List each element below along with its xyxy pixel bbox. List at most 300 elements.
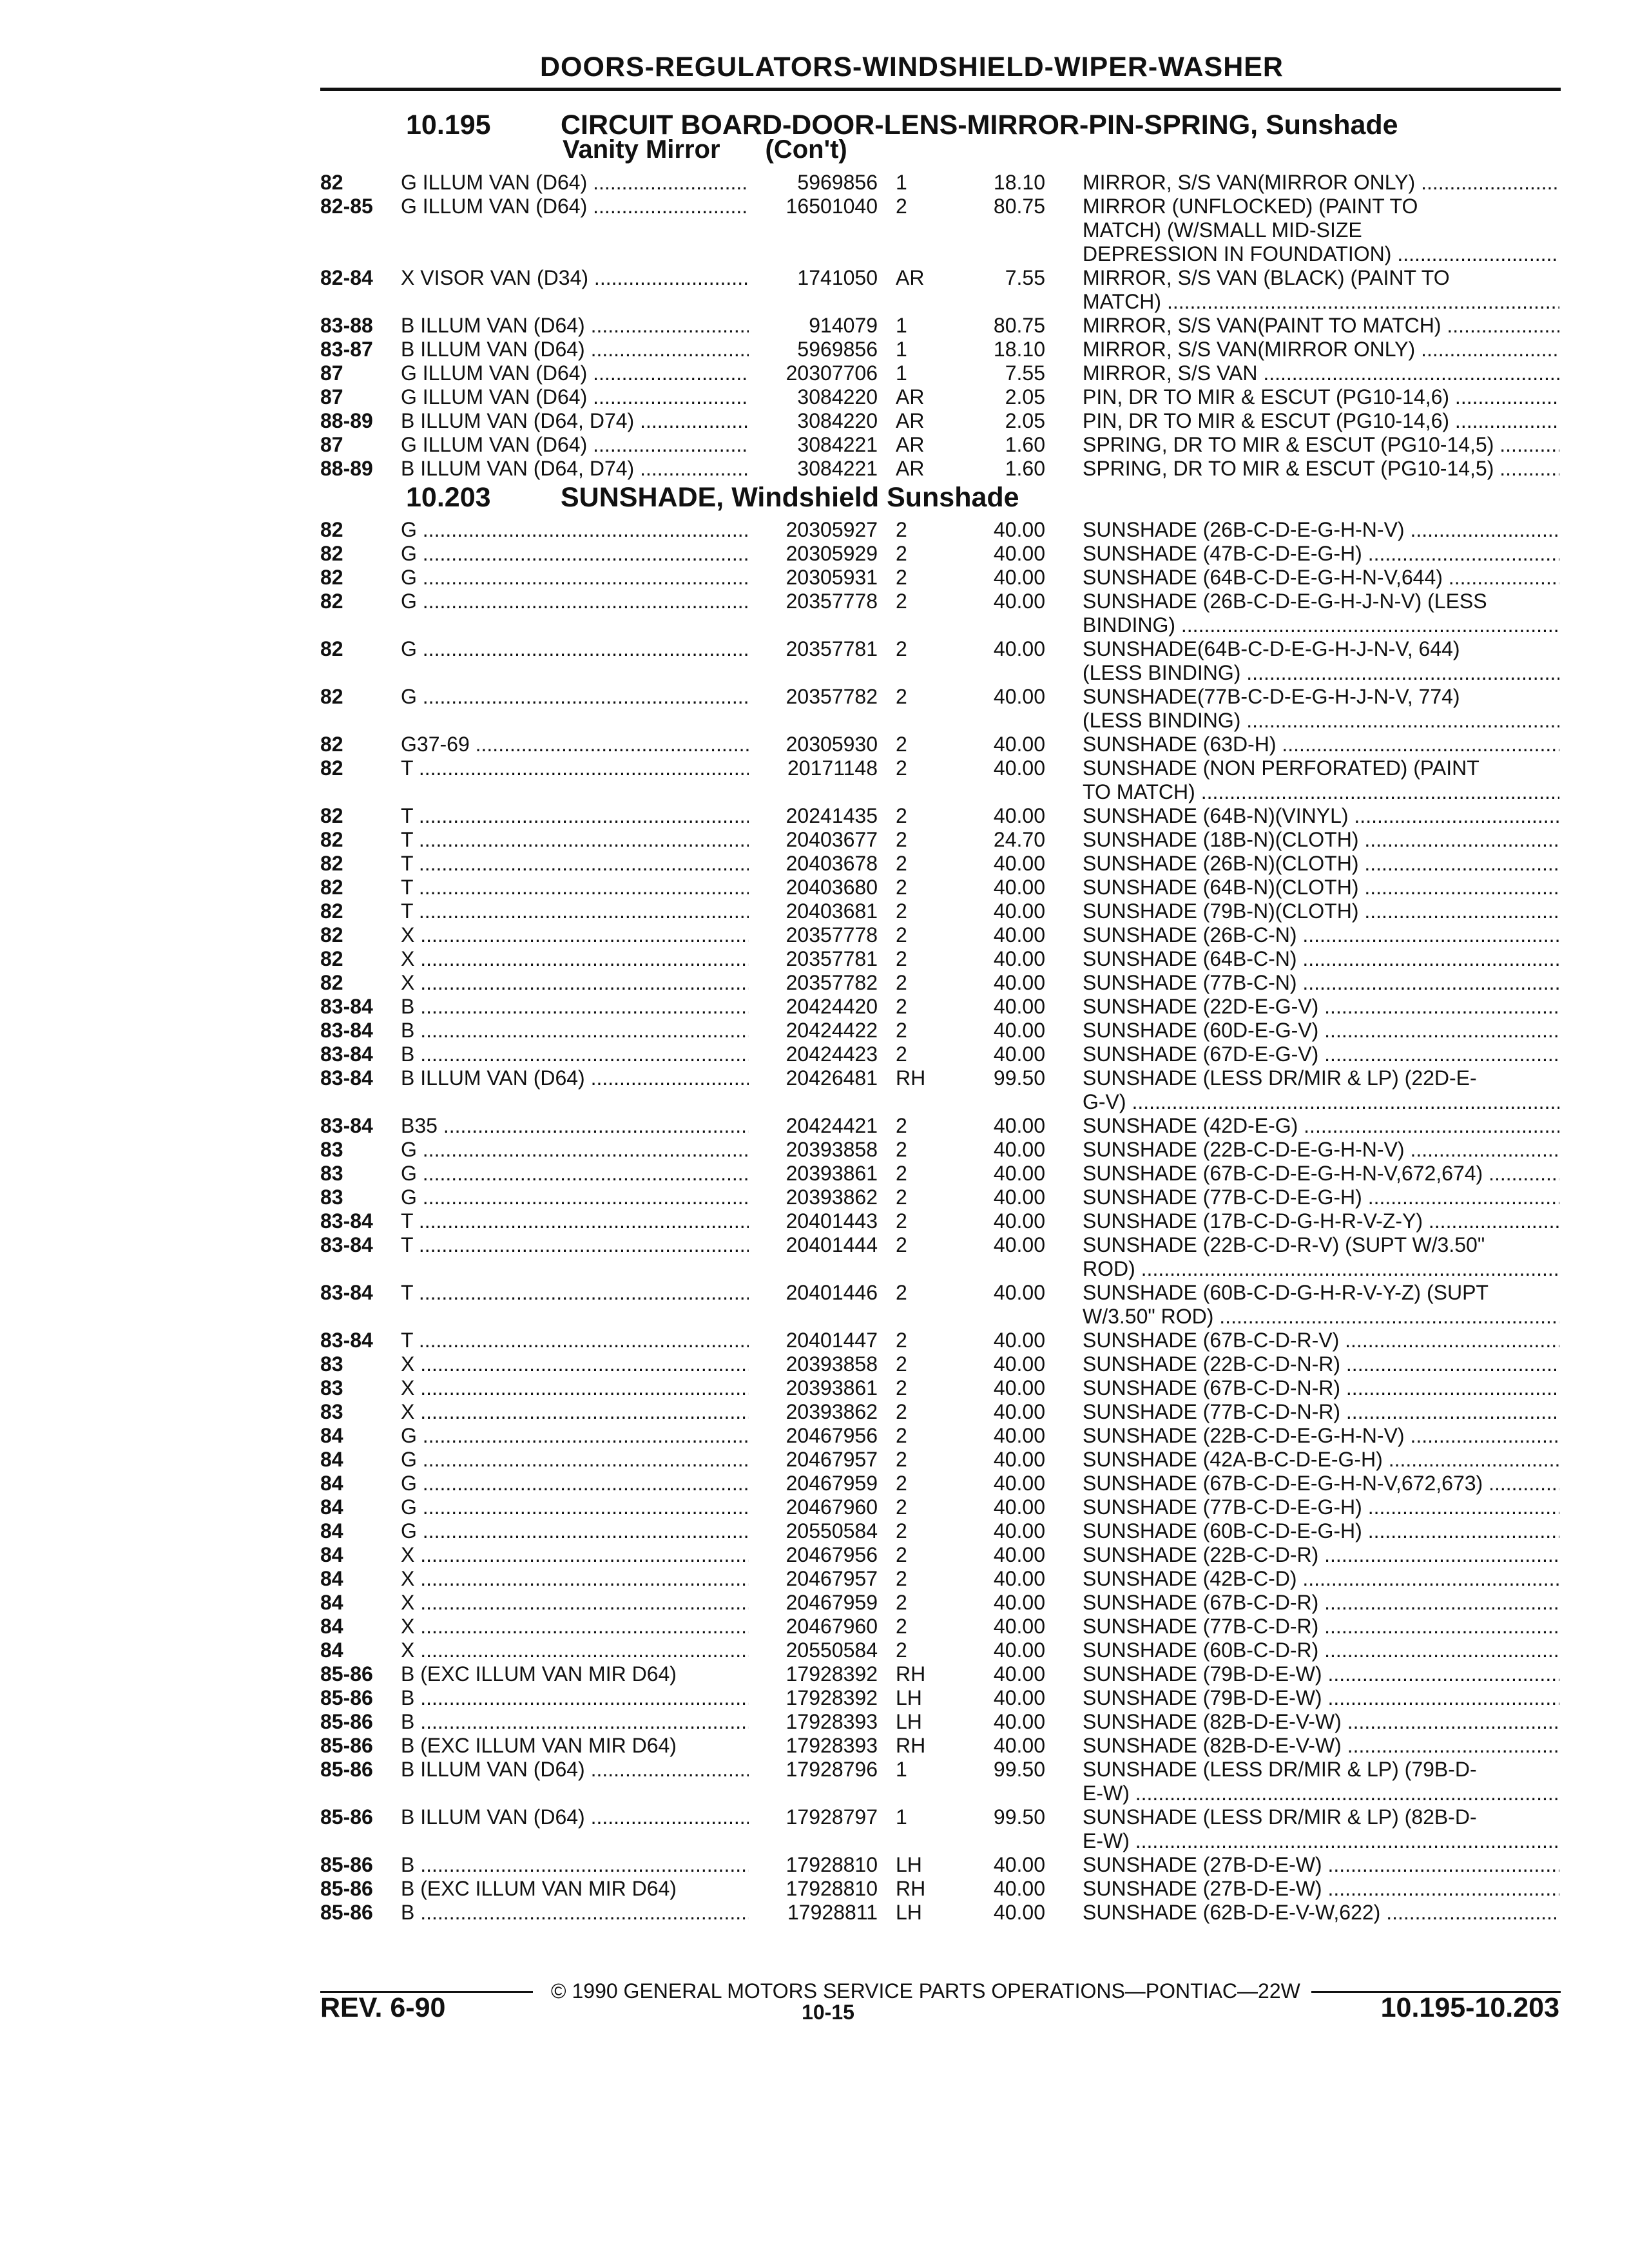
- quantity-cell: 2: [896, 756, 907, 780]
- description-cell: SUNSHADE (60B-C-D-G-H-R-V-Y-Z) (SUPT: [1083, 1281, 1489, 1304]
- model-cell: T .....: [401, 852, 749, 876]
- model-cell: X .....: [401, 1543, 749, 1567]
- year-cell: 83-84: [320, 1066, 373, 1090]
- model-cell: G .....: [401, 1186, 749, 1209]
- model-cell: G ILLUM VAN (D64) .....: [401, 171, 749, 195]
- part-number-cell: 20403680: [786, 876, 878, 899]
- part-number-cell: 17928392: [786, 1686, 878, 1709]
- quantity-cell: 2: [896, 1162, 907, 1185]
- year-cell: 83: [320, 1376, 343, 1399]
- section-title: CIRCUIT BOARD-DOOR-LENS-MIRROR-PIN-SPRING, Sunshade: [561, 110, 1398, 140]
- year-cell: 88-89: [320, 457, 373, 480]
- description-cell: SUNSHADE (26B-C-N) .....: [1083, 923, 1559, 947]
- price-cell: 40.00: [993, 756, 1045, 780]
- part-number-cell: 20307706: [786, 361, 878, 385]
- description-cell: SUNSHADE (42B-C-D) .....: [1083, 1567, 1559, 1591]
- description-cell: SUNSHADE (LESS DR/MIR & LP) (82B-D-: [1083, 1805, 1477, 1829]
- quantity-cell: LH: [896, 1686, 922, 1709]
- year-cell: 83-84: [320, 1019, 373, 1042]
- price-cell: 40.00: [993, 899, 1045, 923]
- description-cell: MIRROR, S/S VAN .....: [1083, 361, 1559, 385]
- part-number-cell: 16501040: [786, 195, 878, 218]
- quantity-cell: 2: [896, 1352, 907, 1376]
- model-cell: T .....: [401, 1329, 749, 1352]
- quantity-cell: 2: [896, 1615, 907, 1638]
- description-cell: SUNSHADE (42A-B-C-D-E-G-H) .....: [1083, 1448, 1559, 1472]
- model-cell: G .....: [401, 1424, 749, 1448]
- year-cell: 82: [320, 923, 343, 947]
- model-cell: T .....: [401, 1209, 749, 1233]
- description-cell: SUNSHADE (42D-E-G) .....: [1083, 1114, 1559, 1138]
- quantity-cell: 2: [896, 1114, 907, 1137]
- model-cell: T .....: [401, 828, 749, 852]
- section-heading-10-195: [406, 110, 1398, 141]
- model-cell: B ILLUM VAN (D64, D74) .....: [401, 457, 749, 481]
- model-cell: G ILLUM VAN (D64) .....: [401, 385, 749, 409]
- model-cell: B ILLUM VAN (D64) .....: [401, 1758, 749, 1782]
- model-cell: B .....: [401, 1686, 749, 1710]
- quantity-cell: 1: [896, 361, 907, 385]
- description-cell: SUNSHADE (62B-D-E-V-W,622) .....: [1083, 1901, 1559, 1925]
- description-cell: (LESS BINDING) .....: [1083, 661, 1559, 685]
- part-number-cell: 20357781: [786, 947, 878, 970]
- description-cell: SUNSHADE (77B-C-D-R) .....: [1083, 1615, 1559, 1639]
- quantity-cell: 2: [896, 1543, 907, 1566]
- year-cell: 82: [320, 733, 343, 756]
- description-cell: ROD) .....: [1083, 1257, 1559, 1281]
- part-number-cell: 20467956: [786, 1543, 878, 1566]
- quantity-cell: 2: [896, 1472, 907, 1495]
- quantity-cell: 2: [896, 566, 907, 589]
- year-cell: 87: [320, 361, 343, 385]
- description-cell: SUNSHADE (64B-C-D-E-G-H-N-V,644) .....: [1083, 566, 1559, 590]
- description-cell: SUNSHADE (64B-N)(VINYL) .....: [1083, 804, 1559, 828]
- part-number-cell: 20403677: [786, 828, 878, 851]
- price-cell: 40.00: [993, 1543, 1045, 1566]
- year-cell: 84: [320, 1495, 343, 1519]
- quantity-cell: 2: [896, 733, 907, 756]
- section-subtitle: Vanity Mirror: [563, 135, 720, 164]
- quantity-cell: 2: [896, 1639, 907, 1662]
- part-number-cell: 20401447: [786, 1329, 878, 1352]
- price-cell: 40.00: [993, 1019, 1045, 1042]
- part-number-cell: 20393862: [786, 1186, 878, 1209]
- page-title: DOORS-REGULATORS-WINDSHIELD-WIPER-WASHER: [540, 52, 1284, 82]
- year-cell: 82: [320, 590, 343, 613]
- year-cell: 82: [320, 542, 343, 565]
- title-rule: [320, 88, 1561, 91]
- price-cell: 40.00: [993, 1901, 1045, 1924]
- price-cell: 40.00: [993, 1877, 1045, 1900]
- description-cell: E-W) .....: [1083, 1829, 1559, 1853]
- year-cell: 85-86: [320, 1662, 373, 1686]
- quantity-cell: LH: [896, 1710, 922, 1733]
- year-cell: 82: [320, 828, 343, 851]
- year-cell: 83-84: [320, 1043, 373, 1066]
- quantity-cell: 2: [896, 195, 907, 218]
- year-cell: 82: [320, 971, 343, 994]
- part-number-cell: 914079: [809, 314, 878, 337]
- description-cell: SPRING, DR TO MIR & ESCUT (PG10-14,5) .....: [1083, 457, 1559, 481]
- price-cell: 40.00: [993, 1472, 1045, 1495]
- description-cell: TO MATCH) .....: [1083, 780, 1559, 804]
- model-cell: X .....: [401, 1615, 749, 1639]
- part-number-cell: 20357778: [786, 590, 878, 613]
- price-cell: 40.00: [993, 1448, 1045, 1471]
- year-cell: 85-86: [320, 1805, 373, 1829]
- part-number-cell: 20467959: [786, 1591, 878, 1614]
- quantity-cell: RH: [896, 1066, 926, 1090]
- year-cell: 85-86: [320, 1758, 373, 1781]
- description-cell: SUNSHADE (60B-C-D-E-G-H) .....: [1083, 1519, 1559, 1543]
- price-cell: 2.05: [1005, 385, 1045, 408]
- year-cell: 87: [320, 385, 343, 408]
- description-cell: SUNSHADE (26B-C-D-E-G-H-N-V) .....: [1083, 518, 1559, 542]
- price-cell: 40.00: [993, 1043, 1045, 1066]
- year-cell: 82: [320, 899, 343, 923]
- description-cell: SUNSHADE (26B-N)(CLOTH) .....: [1083, 852, 1559, 876]
- year-cell: 84: [320, 1424, 343, 1447]
- year-cell: 85-86: [320, 1877, 373, 1900]
- model-cell: G .....: [401, 1138, 749, 1162]
- description-cell: SUNSHADE (60D-E-G-V) .....: [1083, 1019, 1559, 1043]
- description-cell: SUNSHADE (63D-H) .....: [1083, 733, 1559, 756]
- year-cell: 82: [320, 637, 343, 660]
- year-cell: 82: [320, 804, 343, 827]
- footer-revision: REV. 6-90: [320, 1992, 446, 2023]
- model-cell: G ILLUM VAN (D64) .....: [401, 361, 749, 385]
- quantity-cell: 2: [896, 1281, 907, 1304]
- year-cell: 82: [320, 876, 343, 899]
- description-cell: SUNSHADE (82B-D-E-V-W) .....: [1083, 1734, 1559, 1758]
- quantity-cell: AR: [896, 409, 925, 432]
- section-number: 10.203: [406, 482, 491, 513]
- quantity-cell: RH: [896, 1877, 926, 1900]
- description-cell: SUNSHADE (67B-C-D-E-G-H-N-V,672,674) .....: [1083, 1162, 1559, 1186]
- model-cell: B .....: [401, 1710, 749, 1734]
- price-cell: 40.00: [993, 1734, 1045, 1757]
- price-cell: 1.60: [1005, 433, 1045, 456]
- quantity-cell: 2: [896, 1567, 907, 1590]
- model-cell: X .....: [401, 1567, 749, 1591]
- section-title: SUNSHADE, Windshield Sunshade: [561, 482, 1019, 513]
- year-cell: 84: [320, 1591, 343, 1614]
- description-cell: G-V) .....: [1083, 1090, 1559, 1114]
- description-cell: MIRROR (UNFLOCKED) (PAINT TO: [1083, 195, 1418, 218]
- model-cell: B .....: [401, 1019, 749, 1043]
- description-cell: SUNSHADE (67B-C-D-N-R) .....: [1083, 1376, 1559, 1400]
- part-number-cell: 3084220: [797, 385, 878, 408]
- year-cell: 82: [320, 947, 343, 970]
- quantity-cell: LH: [896, 1853, 922, 1876]
- description-cell: SUNSHADE (22B-C-D-R-V) (SUPT W/3.50": [1083, 1233, 1485, 1256]
- quantity-cell: 2: [896, 518, 907, 541]
- quantity-cell: 2: [896, 1019, 907, 1042]
- price-cell: 18.10: [993, 171, 1045, 194]
- price-cell: 24.70: [993, 828, 1045, 851]
- quantity-cell: 2: [896, 685, 907, 708]
- part-number-cell: 20393858: [786, 1138, 878, 1161]
- quantity-cell: AR: [896, 433, 925, 456]
- description-cell: SUNSHADE (47B-C-D-E-G-H) .....: [1083, 542, 1559, 566]
- description-cell: MIRROR, S/S VAN(PAINT TO MATCH) .....: [1083, 314, 1559, 338]
- price-cell: 18.10: [993, 338, 1045, 361]
- part-number-cell: 20401444: [786, 1233, 878, 1256]
- model-cell: B ILLUM VAN (D64) .....: [401, 314, 749, 338]
- year-cell: 82: [320, 518, 343, 541]
- price-cell: 40.00: [993, 733, 1045, 756]
- quantity-cell: 2: [896, 1043, 907, 1066]
- year-cell: 83-84: [320, 995, 373, 1018]
- part-number-cell: 20401446: [786, 1281, 878, 1304]
- model-cell: B .....: [401, 1901, 749, 1925]
- quantity-cell: 2: [896, 995, 907, 1018]
- part-number-cell: 5969856: [797, 171, 878, 194]
- description-cell: SUNSHADE (79B-D-E-W) .....: [1083, 1662, 1559, 1686]
- description-cell: SUNSHADE (67B-C-D-R) .....: [1083, 1591, 1559, 1615]
- price-cell: 40.00: [993, 637, 1045, 660]
- quantity-cell: 2: [896, 1376, 907, 1399]
- part-number-cell: 20305929: [786, 542, 878, 565]
- description-cell: SUNSHADE (67D-E-G-V) .....: [1083, 1043, 1559, 1066]
- price-cell: 40.00: [993, 1400, 1045, 1423]
- part-number-cell: 17928393: [786, 1734, 878, 1757]
- part-number-cell: 20424421: [786, 1114, 878, 1137]
- price-cell: 40.00: [993, 947, 1045, 970]
- part-number-cell: 20357781: [786, 637, 878, 660]
- model-cell: G .....: [401, 542, 749, 566]
- part-number-cell: 17928393: [786, 1710, 878, 1733]
- quantity-cell: 2: [896, 1448, 907, 1471]
- price-cell: 40.00: [993, 1662, 1045, 1686]
- quantity-cell: 1: [896, 171, 907, 194]
- model-cell: T .....: [401, 876, 749, 899]
- description-cell: MATCH) (W/SMALL MID-SIZE: [1083, 218, 1362, 242]
- part-number-cell: 20305927: [786, 518, 878, 541]
- year-cell: 83: [320, 1138, 343, 1161]
- model-cell: B ILLUM VAN (D64) .....: [401, 1066, 749, 1090]
- part-number-cell: 20393858: [786, 1352, 878, 1376]
- model-cell: X .....: [401, 1352, 749, 1376]
- part-number-cell: 3084221: [797, 457, 878, 480]
- price-cell: 40.00: [993, 852, 1045, 875]
- description-cell: MIRROR, S/S VAN(MIRROR ONLY) .....: [1083, 338, 1559, 361]
- quantity-cell: 2: [896, 1233, 907, 1256]
- part-number-cell: 17928797: [786, 1805, 878, 1829]
- price-cell: 40.00: [993, 542, 1045, 565]
- model-cell: X .....: [401, 923, 749, 947]
- description-cell: SUNSHADE (77B-C-D-E-G-H) .....: [1083, 1186, 1559, 1209]
- quantity-cell: 2: [896, 876, 907, 899]
- model-cell: G .....: [401, 1495, 749, 1519]
- price-cell: 7.55: [1005, 266, 1045, 289]
- price-cell: 40.00: [993, 1710, 1045, 1733]
- year-cell: 84: [320, 1448, 343, 1471]
- description-cell: MIRROR, S/S VAN (BLACK) (PAINT TO: [1083, 266, 1450, 289]
- description-cell: SUNSHADE (79B-N)(CLOTH) .....: [1083, 899, 1559, 923]
- description-cell: SUNSHADE (64B-C-N) .....: [1083, 947, 1559, 971]
- part-number-cell: 1741050: [797, 266, 878, 289]
- part-number-cell: 5969856: [797, 338, 878, 361]
- model-cell: B (EXC ILLUM VAN MIR D64): [401, 1734, 677, 1757]
- price-cell: 80.75: [993, 314, 1045, 337]
- year-cell: 83-84: [320, 1329, 373, 1352]
- price-cell: 40.00: [993, 1615, 1045, 1638]
- year-cell: 83-84: [320, 1281, 373, 1304]
- year-cell: 84: [320, 1567, 343, 1590]
- year-cell: 84: [320, 1639, 343, 1662]
- quantity-cell: 2: [896, 590, 907, 613]
- model-cell: G ILLUM VAN (D64) .....: [401, 195, 749, 218]
- price-cell: 40.00: [993, 804, 1045, 827]
- part-number-cell: 20467960: [786, 1615, 878, 1638]
- year-cell: 83: [320, 1352, 343, 1376]
- quantity-cell: 2: [896, 899, 907, 923]
- year-cell: 82: [320, 756, 343, 780]
- quantity-cell: AR: [896, 385, 925, 408]
- price-cell: 40.00: [993, 566, 1045, 589]
- part-number-cell: 3084221: [797, 433, 878, 456]
- quantity-cell: 2: [896, 637, 907, 660]
- price-cell: 40.00: [993, 1519, 1045, 1542]
- description-cell: (LESS BINDING) .....: [1083, 709, 1559, 733]
- year-cell: 85-86: [320, 1710, 373, 1733]
- part-number-cell: 20403678: [786, 852, 878, 875]
- quantity-cell: 2: [896, 542, 907, 565]
- model-cell: B ILLUM VAN (D64) .....: [401, 1805, 749, 1829]
- year-cell: 85-86: [320, 1853, 373, 1876]
- part-number-cell: 17928810: [786, 1853, 878, 1876]
- price-cell: 40.00: [993, 971, 1045, 994]
- year-cell: 82: [320, 852, 343, 875]
- price-cell: 40.00: [993, 1352, 1045, 1376]
- model-cell: B .....: [401, 995, 749, 1019]
- price-cell: 40.00: [993, 590, 1045, 613]
- model-cell: G ILLUM VAN (D64) .....: [401, 433, 749, 457]
- section-number: 10.195: [406, 110, 491, 140]
- price-cell: 99.50: [993, 1805, 1045, 1829]
- model-cell: B .....: [401, 1043, 749, 1066]
- model-cell: B35 .....: [401, 1114, 749, 1138]
- quantity-cell: 2: [896, 923, 907, 947]
- part-number-cell: 20171148: [787, 756, 878, 780]
- part-number-cell: 20426481: [786, 1066, 878, 1090]
- year-cell: 83-88: [320, 314, 373, 337]
- price-cell: 40.00: [993, 1639, 1045, 1662]
- model-cell: G37-69 .....: [401, 733, 749, 756]
- part-number-cell: 3084220: [797, 409, 878, 432]
- part-number-cell: 20393861: [786, 1376, 878, 1399]
- model-cell: X .....: [401, 1400, 749, 1424]
- model-cell: G .....: [401, 566, 749, 590]
- model-cell: X .....: [401, 1591, 749, 1615]
- description-cell: BINDING) .....: [1083, 613, 1559, 637]
- price-cell: 40.00: [993, 1162, 1045, 1185]
- price-cell: 40.00: [993, 1567, 1045, 1590]
- model-cell: G .....: [401, 518, 749, 542]
- description-cell: DEPRESSION IN FOUNDATION) .....: [1083, 242, 1559, 266]
- year-cell: 83-84: [320, 1114, 373, 1137]
- year-cell: 85-86: [320, 1901, 373, 1924]
- description-cell: SUNSHADE (22B-C-D-E-G-H-N-V) .....: [1083, 1138, 1559, 1162]
- quantity-cell: 1: [896, 314, 907, 337]
- part-number-cell: 20424423: [786, 1043, 878, 1066]
- year-cell: 84: [320, 1543, 343, 1566]
- year-cell: 83-84: [320, 1209, 373, 1233]
- model-cell: G .....: [401, 1472, 749, 1495]
- model-cell: B ILLUM VAN (D64, D74) .....: [401, 409, 749, 433]
- year-cell: 82: [320, 566, 343, 589]
- description-cell: PIN, DR TO MIR & ESCUT (PG10-14,6) .....: [1083, 409, 1559, 433]
- quantity-cell: 1: [896, 1805, 907, 1829]
- description-cell: SUNSHADE (27B-D-E-W) .....: [1083, 1853, 1559, 1877]
- model-cell: X .....: [401, 971, 749, 995]
- model-cell: T .....: [401, 1233, 749, 1257]
- description-cell: SPRING, DR TO MIR & ESCUT (PG10-14,5) .....: [1083, 433, 1559, 457]
- footer-section-range: 10.195-10.203: [1380, 1992, 1559, 2023]
- description-cell: PIN, DR TO MIR & ESCUT (PG10-14,6) .....: [1083, 385, 1559, 409]
- part-number-cell: 20424420: [786, 995, 878, 1018]
- part-number-cell: 20467956: [786, 1424, 878, 1447]
- model-cell: G .....: [401, 637, 749, 661]
- quantity-cell: 2: [896, 971, 907, 994]
- price-cell: 40.00: [993, 1853, 1045, 1876]
- part-number-cell: 20357778: [786, 923, 878, 947]
- part-number-cell: 20357782: [786, 971, 878, 994]
- quantity-cell: 2: [896, 1329, 907, 1352]
- model-cell: B (EXC ILLUM VAN MIR D64): [401, 1877, 677, 1900]
- price-cell: 40.00: [993, 1186, 1045, 1209]
- price-cell: 40.00: [993, 1591, 1045, 1614]
- description-cell: W/3.50" ROD) .....: [1083, 1305, 1559, 1329]
- description-cell: SUNSHADE (77B-C-D-N-R) .....: [1083, 1400, 1559, 1424]
- part-number-cell: 20393862: [786, 1400, 878, 1423]
- part-number-cell: 20357782: [786, 685, 878, 708]
- quantity-cell: AR: [896, 457, 925, 480]
- model-cell: B ILLUM VAN (D64) .....: [401, 338, 749, 361]
- description-cell: SUNSHADE (LESS DR/MIR & LP) (79B-D-: [1083, 1758, 1477, 1781]
- description-cell: SUNSHADE (64B-N)(CLOTH) .....: [1083, 876, 1559, 899]
- model-cell: G .....: [401, 1162, 749, 1186]
- part-number-cell: 20393861: [786, 1162, 878, 1185]
- quantity-cell: 2: [896, 1495, 907, 1519]
- year-cell: 83-84: [320, 1233, 373, 1256]
- quantity-cell: AR: [896, 266, 925, 289]
- description-cell: SUNSHADE(77B-C-D-E-G-H-J-N-V, 774): [1083, 685, 1460, 708]
- price-cell: 40.00: [993, 1424, 1045, 1447]
- year-cell: 85-86: [320, 1686, 373, 1709]
- price-cell: 40.00: [993, 923, 1045, 947]
- part-number-cell: 20467959: [786, 1472, 878, 1495]
- quantity-cell: 2: [896, 1591, 907, 1614]
- price-cell: 40.00: [993, 1329, 1045, 1352]
- part-number-cell: 20467960: [786, 1495, 878, 1519]
- footer-page-number: 10-15: [802, 2001, 854, 2024]
- year-cell: 84: [320, 1519, 343, 1542]
- quantity-cell: LH: [896, 1901, 922, 1924]
- quantity-cell: 2: [896, 947, 907, 970]
- quantity-cell: 2: [896, 1186, 907, 1209]
- part-number-cell: 17928796: [786, 1758, 878, 1781]
- description-cell: SUNSHADE (27B-D-E-W) .....: [1083, 1877, 1559, 1901]
- year-cell: 82: [320, 685, 343, 708]
- price-cell: 40.00: [993, 1281, 1045, 1304]
- description-cell: MIRROR, S/S VAN(MIRROR ONLY) .....: [1083, 171, 1559, 195]
- price-cell: 40.00: [993, 685, 1045, 708]
- quantity-cell: 2: [896, 828, 907, 851]
- year-cell: 83: [320, 1186, 343, 1209]
- description-cell: SUNSHADE (17B-C-D-G-H-R-V-Z-Y) .....: [1083, 1209, 1559, 1233]
